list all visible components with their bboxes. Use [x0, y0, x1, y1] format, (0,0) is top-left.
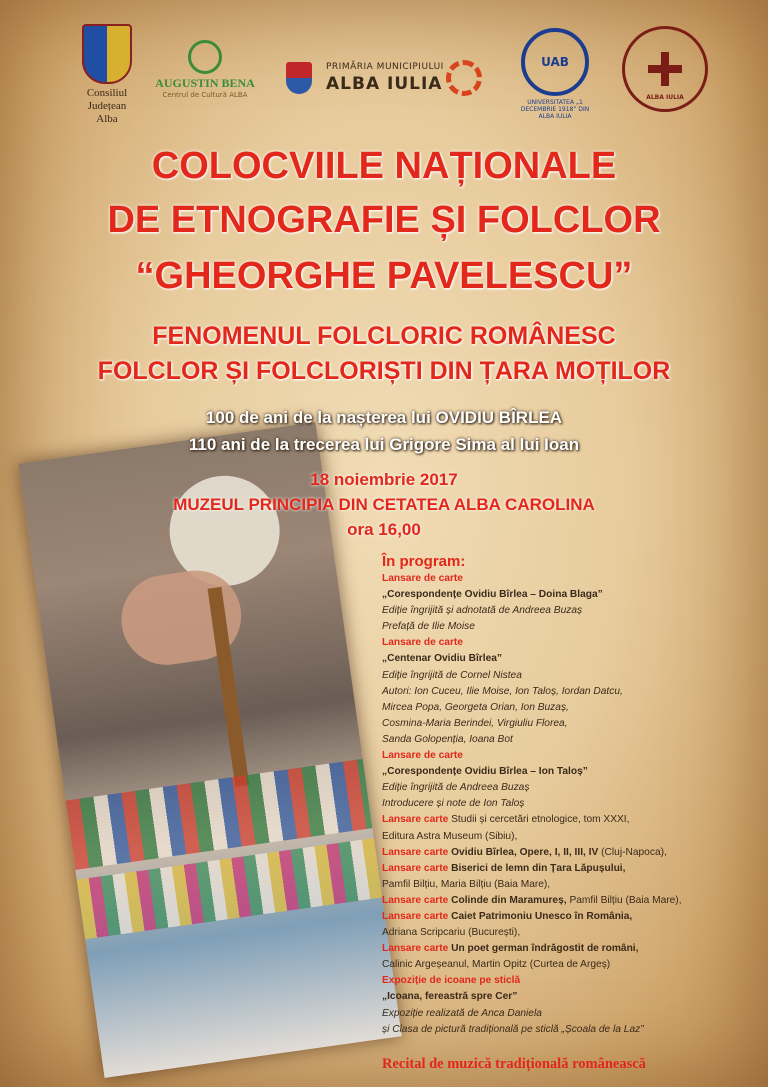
program-item-note: Prefață de Ilie Moise — [382, 621, 475, 633]
logos-row — [0, 20, 768, 140]
program-item-label: Lansare carte — [382, 846, 449, 858]
program-item-note: Mircea Popa, Georgeta Orian, Ion Buzaș, — [382, 701, 569, 713]
program-item-note: Autori: Ion Cuceu, Ilie Moise, Ion Taloș, Iordan Datcu, — [382, 685, 623, 697]
uab-caption: UNIVERSITATEA „1 DECEMBRIE 1918” DIN ALBA IULIA — [520, 99, 590, 120]
logo-augustin-sub: Centrul de Cultură ALBA — [162, 91, 248, 99]
program-item-text: Pamfil Bilțiu (Baia Mare), — [569, 894, 682, 906]
program-item-text: Editura Astra Museum (Sibiu), — [382, 830, 518, 842]
program-item-title: „Corespondențe Ovidiu Bîrlea – Ion Taloș” — [382, 766, 588, 778]
theology-seal-icon — [622, 26, 708, 112]
program-item-title: Biserici de lemn din Țara Lăpușului, — [451, 862, 626, 874]
logo-consiliul-judetean — [72, 24, 142, 126]
program-list — [382, 553, 762, 1038]
cross-icon — [648, 52, 682, 86]
county-coat-of-arms-icon — [82, 24, 132, 84]
main-title-line2: DE ETNOGRAFIE ȘI FOLCLOR — [107, 199, 661, 241]
logo-judet-line1: Consiliul — [86, 87, 128, 99]
program-item-title: „Icoana, fereastră spre Cer” — [382, 991, 518, 1003]
program-item-text: Adriana Scripcariu (București), — [382, 927, 521, 939]
program-item-row — [382, 861, 762, 877]
logo-augustin-bena — [145, 40, 265, 99]
program-item-row — [382, 812, 762, 828]
program-item-row — [382, 893, 762, 909]
program-item-label: Lansare de carte — [382, 750, 463, 762]
program-item-label: Lansare carte — [382, 894, 449, 906]
event-date: 18 noiembrie 2017 — [310, 470, 458, 489]
program-item-label: Lansare de carte — [382, 637, 463, 649]
program-item-title: Ovidiu Bîrlea, Opere, I, II, III, IV — [451, 846, 599, 858]
program-item-text: Pamfil Bilțiu, Maria Bilțiu (Baia Mare), — [382, 878, 551, 890]
spiral-icon — [188, 40, 222, 74]
program-item-title: Colinde din Maramureș, — [451, 894, 567, 906]
program-item-note: Ediție îngrijită de Andreea Buzaș — [382, 782, 530, 794]
university-seal-icon — [521, 28, 589, 96]
program-item-title: Caiet Patrimoniu Unesco în România, — [451, 910, 633, 922]
program-item-title: Un poet german îndrăgostit de români, — [451, 943, 639, 955]
program-item-label: Lansare carte — [382, 814, 449, 826]
program-item-note: Expoziție realizată de Anca Daniela — [382, 1007, 542, 1019]
program-item-label: Lansare carte — [382, 943, 449, 955]
logo-judet-line2: Județean — [87, 100, 127, 112]
program-item-text: Studii și cercetări etnologice, tom XXXI, — [451, 814, 630, 826]
anniversary-line2: 110 ani de la trecerea lui Grigore Sima al lui Ioan — [188, 435, 580, 454]
logo-facultate-teologie — [620, 26, 710, 112]
logo-judet-line3: Alba — [96, 113, 118, 125]
logo-augustin-name: AUGUSTIN BENA — [155, 76, 255, 90]
program-item-label: Lansare carte — [382, 910, 449, 922]
logo-primaria-line2: ALBA IULIA — [326, 74, 443, 94]
program-item-note: Cosmina-Maria Berindei, Virgiuliu Florea, — [382, 717, 568, 729]
subtitle-line2: FOLCLOR ȘI FOLCLORIȘTI DIN ȚARA MOȚILOR — [97, 357, 671, 385]
program-item-title: „Corespondențe Ovidiu Bîrlea – Doina Blaga” — [382, 589, 603, 601]
program-item-label: Expoziție de icoane pe sticlă — [382, 975, 521, 987]
program-item-label: Lansare de carte — [382, 573, 463, 584]
city-crest-icon — [286, 62, 312, 94]
program-item-note: Introducere și note de Ion Taloș — [382, 798, 525, 810]
program-item-note: Sanda Golopenția, Ioana Bot — [382, 733, 513, 745]
logo-primaria-line1: PRIMĂRIA MUNICIPIULUI — [326, 62, 444, 72]
recital-line: Recital de muzică tradițională românească — [382, 1056, 646, 1072]
program-item-row — [382, 909, 762, 925]
program-item-row — [382, 845, 762, 861]
anniversary-line1: 100 de ani de la nașterea lui OVIDIU BÎRLEA — [205, 408, 563, 427]
event-hour: ora 16,00 — [347, 520, 421, 539]
star-icon — [446, 60, 482, 96]
program-item-text: (Cluj-Napoca), — [601, 846, 667, 858]
logo-uab — [520, 28, 590, 120]
program-item-title: „Centenar Ovidiu Bîrlea” — [382, 653, 503, 665]
program-item-note: Ediție îngrijită și adnotată de Andreea Buzaș — [382, 605, 583, 617]
program-item-note: și Clasa de pictură tradițională pe sticlă „Școala de la Laz” — [382, 1023, 644, 1035]
uab-mark: UAB — [541, 55, 569, 69]
program-item-note: Ediție îngrijită de Cornel Nistea — [382, 669, 522, 681]
program-item-label: Lansare carte — [382, 862, 449, 874]
main-title-line1: COLOCVIILE NAȚIONALE — [151, 145, 617, 187]
main-title-line3: “GHEORGHE PAVELESCU” — [135, 255, 633, 297]
teologie-caption: ALBA IULIA — [646, 94, 684, 101]
event-venue: MUZEUL PRINCIPIA DIN CETATEA ALBA CAROLINA — [173, 495, 595, 514]
program-item-text: Calinic Argeșeanul, Martin Opitz (Curtea de Argeș) — [382, 959, 611, 971]
program-item-row — [382, 941, 762, 957]
program-heading: În program: — [382, 553, 466, 570]
subtitle-line1: FENOMENUL FOLCLORIC ROMÂNESC — [152, 322, 616, 350]
